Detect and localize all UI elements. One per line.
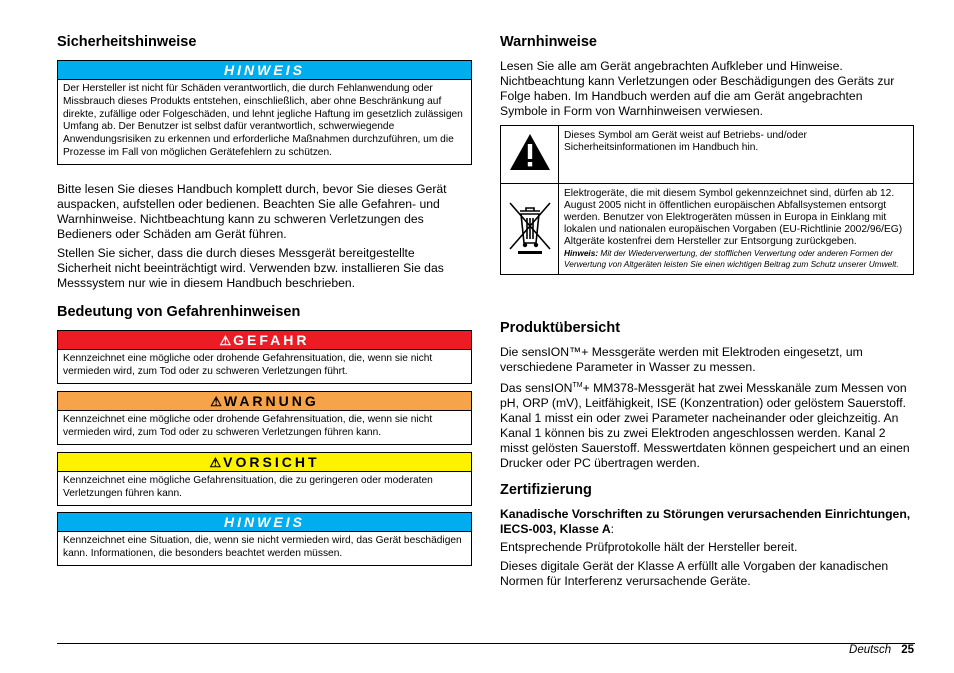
certification-paragraph-2: Dieses digitale Gerät der Klasse A erfüllt alle Vorgaben der kanadischen Normen für Interferenz verursachende Geräte. bbox=[500, 559, 889, 588]
warning-triangle-icon bbox=[508, 132, 552, 172]
notice-label: HINWEIS bbox=[58, 61, 471, 80]
intro-paragraph: Bitte lesen Sie dieses Handbuch komplett durch, bevor Sie dieses Gerät auspacken, aufstellen oder bedienen. Beachten Sie alle Gefahren- und Warnhinweise. Nichtbeachtung kann zu schweren Verletzungen des Bedieners oder Schäden am Gerät führen. bbox=[57, 182, 447, 241]
certification-subheading bbox=[500, 507, 912, 537]
warning-triangle-icon: ⚠ bbox=[219, 333, 232, 348]
warning-box bbox=[57, 391, 472, 445]
certification-heading: Zertifizierung bbox=[500, 482, 592, 498]
disposal-note bbox=[564, 248, 909, 271]
danger-label: GEFAHR bbox=[233, 332, 310, 348]
page-footer bbox=[849, 642, 914, 658]
product-paragraph-2 bbox=[500, 378, 912, 471]
warning-triangle-icon: ⚠ bbox=[210, 394, 222, 409]
caution-text: Kennzeichnet eine mögliche Gefahrensituation, die zu geringeren oder moderaten Verletzungen führen kann. bbox=[63, 475, 433, 499]
trademark: ™ bbox=[569, 345, 582, 359]
trademark: TM bbox=[572, 382, 583, 389]
product-text: + Messgeräte werden mit Elektroden eingesetzt, um verschiedene Parameter in Wasser zu messen. bbox=[500, 345, 863, 374]
caution-label: VORSICHT bbox=[223, 454, 320, 470]
footer-divider bbox=[57, 643, 915, 644]
caution-bar bbox=[58, 453, 471, 472]
notice-text-2: Kennzeichnet eine Situation, die, wenn sie nicht vermieden wird, das Gerät beschädigen kann. Informationen, die besonders beachtet werden müssen. bbox=[63, 535, 462, 559]
crossed-out-bin-icon bbox=[506, 197, 554, 255]
certification-paragraph-1: Entsprechende Prüfprotokolle hält der Hersteller bereit. bbox=[500, 540, 798, 554]
danger-text: Kennzeichnet eine mögliche oder drohende Gefahrensituation, die, wenn sie nicht vermieden wird, zum Tod oder zu schweren Verletzungen führt. bbox=[63, 353, 433, 377]
safety-heading: Sicherheitshinweise bbox=[57, 34, 197, 50]
symbol-description: Dieses Symbol am Gerät weist auf Betriebs- und/oder Sicherheitsinformationen im Handbuch hin. bbox=[559, 126, 914, 184]
warning-text: Kennzeichnet eine mögliche oder drohende Gefahrensituation, die, wenn sie nicht vermieden wird, zum Tod oder zu schweren Verletzungen führen kann. bbox=[63, 414, 433, 438]
note-label: Hinweis: bbox=[564, 248, 599, 258]
symbol-cell bbox=[501, 126, 559, 184]
warning-bar bbox=[58, 392, 471, 411]
notice-box-2 bbox=[57, 512, 472, 566]
notice-text: Der Hersteller ist nicht für Schäden verantwortlich, die durch Fehlanwendung oder Missbrauch dieses Produkts entstehen, einschließlich, aber ohne Beschränkung auf direkte, zufällige oder Folgeschäden, und lehnt jegliche Haftung im gesetzlich zulässigen Umfang ab. Der Benutzer ist selbst dafür verantwortlich, schwerwiegende Anwendungsrisiken zu erkennen und erforderliche Maßnahmen durchzuführen, um die Prozesse im Fall von möglichen Gerätefehlern zu schützen. bbox=[63, 83, 463, 158]
certification-subheading-text: Kanadische Vorschriften zu Störungen verursachenden Einrichtungen, IECS-003, Klasse A bbox=[500, 507, 911, 536]
warning-triangle-icon: ⚠ bbox=[209, 455, 222, 470]
product-name: Das sensION bbox=[500, 381, 573, 396]
caution-box bbox=[57, 452, 472, 506]
product-paragraph-1 bbox=[500, 345, 912, 375]
product-heading: Produktübersicht bbox=[500, 320, 621, 336]
danger-bar bbox=[58, 331, 471, 350]
safety-paragraph: Stellen Sie sicher, dass die durch dieses Messgerät bereitgestellte Sicherheit nicht beeinträchtigt wird. Verwenden bzw. installieren Sie das Messsystem nur wie in diesem Handbuch beschrieben. bbox=[57, 246, 444, 290]
colon: : bbox=[610, 522, 615, 536]
table-row bbox=[501, 184, 914, 275]
notice-box bbox=[57, 60, 472, 165]
page-number: 25 bbox=[901, 644, 914, 656]
warnings-heading: Warnhinweise bbox=[500, 34, 597, 50]
symbol-cell bbox=[501, 184, 559, 275]
hazard-heading: Bedeutung von Gefahrenhinweisen bbox=[57, 304, 301, 320]
disposal-text: Elektrogeräte, die mit diesem Symbol gekennzeichnet sind, dürfen ab 12. August 2005 nicht in öffentlichen europäischen Abfallsystemen entsorgt werden. Benutzer von Elektrogeräten müssen in Europa in Einklang mit lokalen und nationalen europäischen Vorgaben (EU-Richtlinie 2002/96/EG) Altgeräte kostenfrei dem Hersteller zur Entsorgung zurückgeben. bbox=[564, 188, 903, 247]
product-name: Die sensION bbox=[500, 345, 570, 359]
table-row bbox=[501, 126, 914, 184]
warning-label: WARNUNG bbox=[223, 393, 319, 409]
danger-box bbox=[57, 330, 472, 384]
footer-language: Deutsch bbox=[849, 644, 892, 656]
symbol-description bbox=[559, 184, 914, 275]
symbol-table bbox=[500, 125, 914, 275]
product-text: + MM378-Messgerät hat zwei Messkanäle zum Messen von pH, ORP (mV), Leitfähigkeit, ISE (Konzentration) oder gelöstem Sauerstoff. Kanal 1 misst ein oder zwei Parameter nacheinander oder gleichzeitig. An Kanal 1 können bis zu zwei Elektroden angeschlossen werden. Kanal 2 misst gelösten Sauerstoff. Messwertdaten können gespeichert und an einen Drucker oder PC übertragen werden. bbox=[500, 381, 910, 471]
warnings-paragraph: Lesen Sie alle am Gerät angebrachten Aufkleber und Hinweise. Nichtbeachtung kann Verletzungen oder Beschädigungen des Geräts zur Folge haben. Im Handbuch werden auf die am Gerät angebrachten Symbole in Form von Warnhinweisen verwiesen. bbox=[500, 59, 895, 118]
notice-label-2: HINWEIS bbox=[58, 513, 471, 532]
note-text: Mit der Wiederverwertung, der stofflichen Verwertung oder anderen Formen der Verwertung von Altgeräten leisten Sie einen wichtigen Beitrag zum Schutz unserer Umwelt. bbox=[564, 248, 899, 270]
